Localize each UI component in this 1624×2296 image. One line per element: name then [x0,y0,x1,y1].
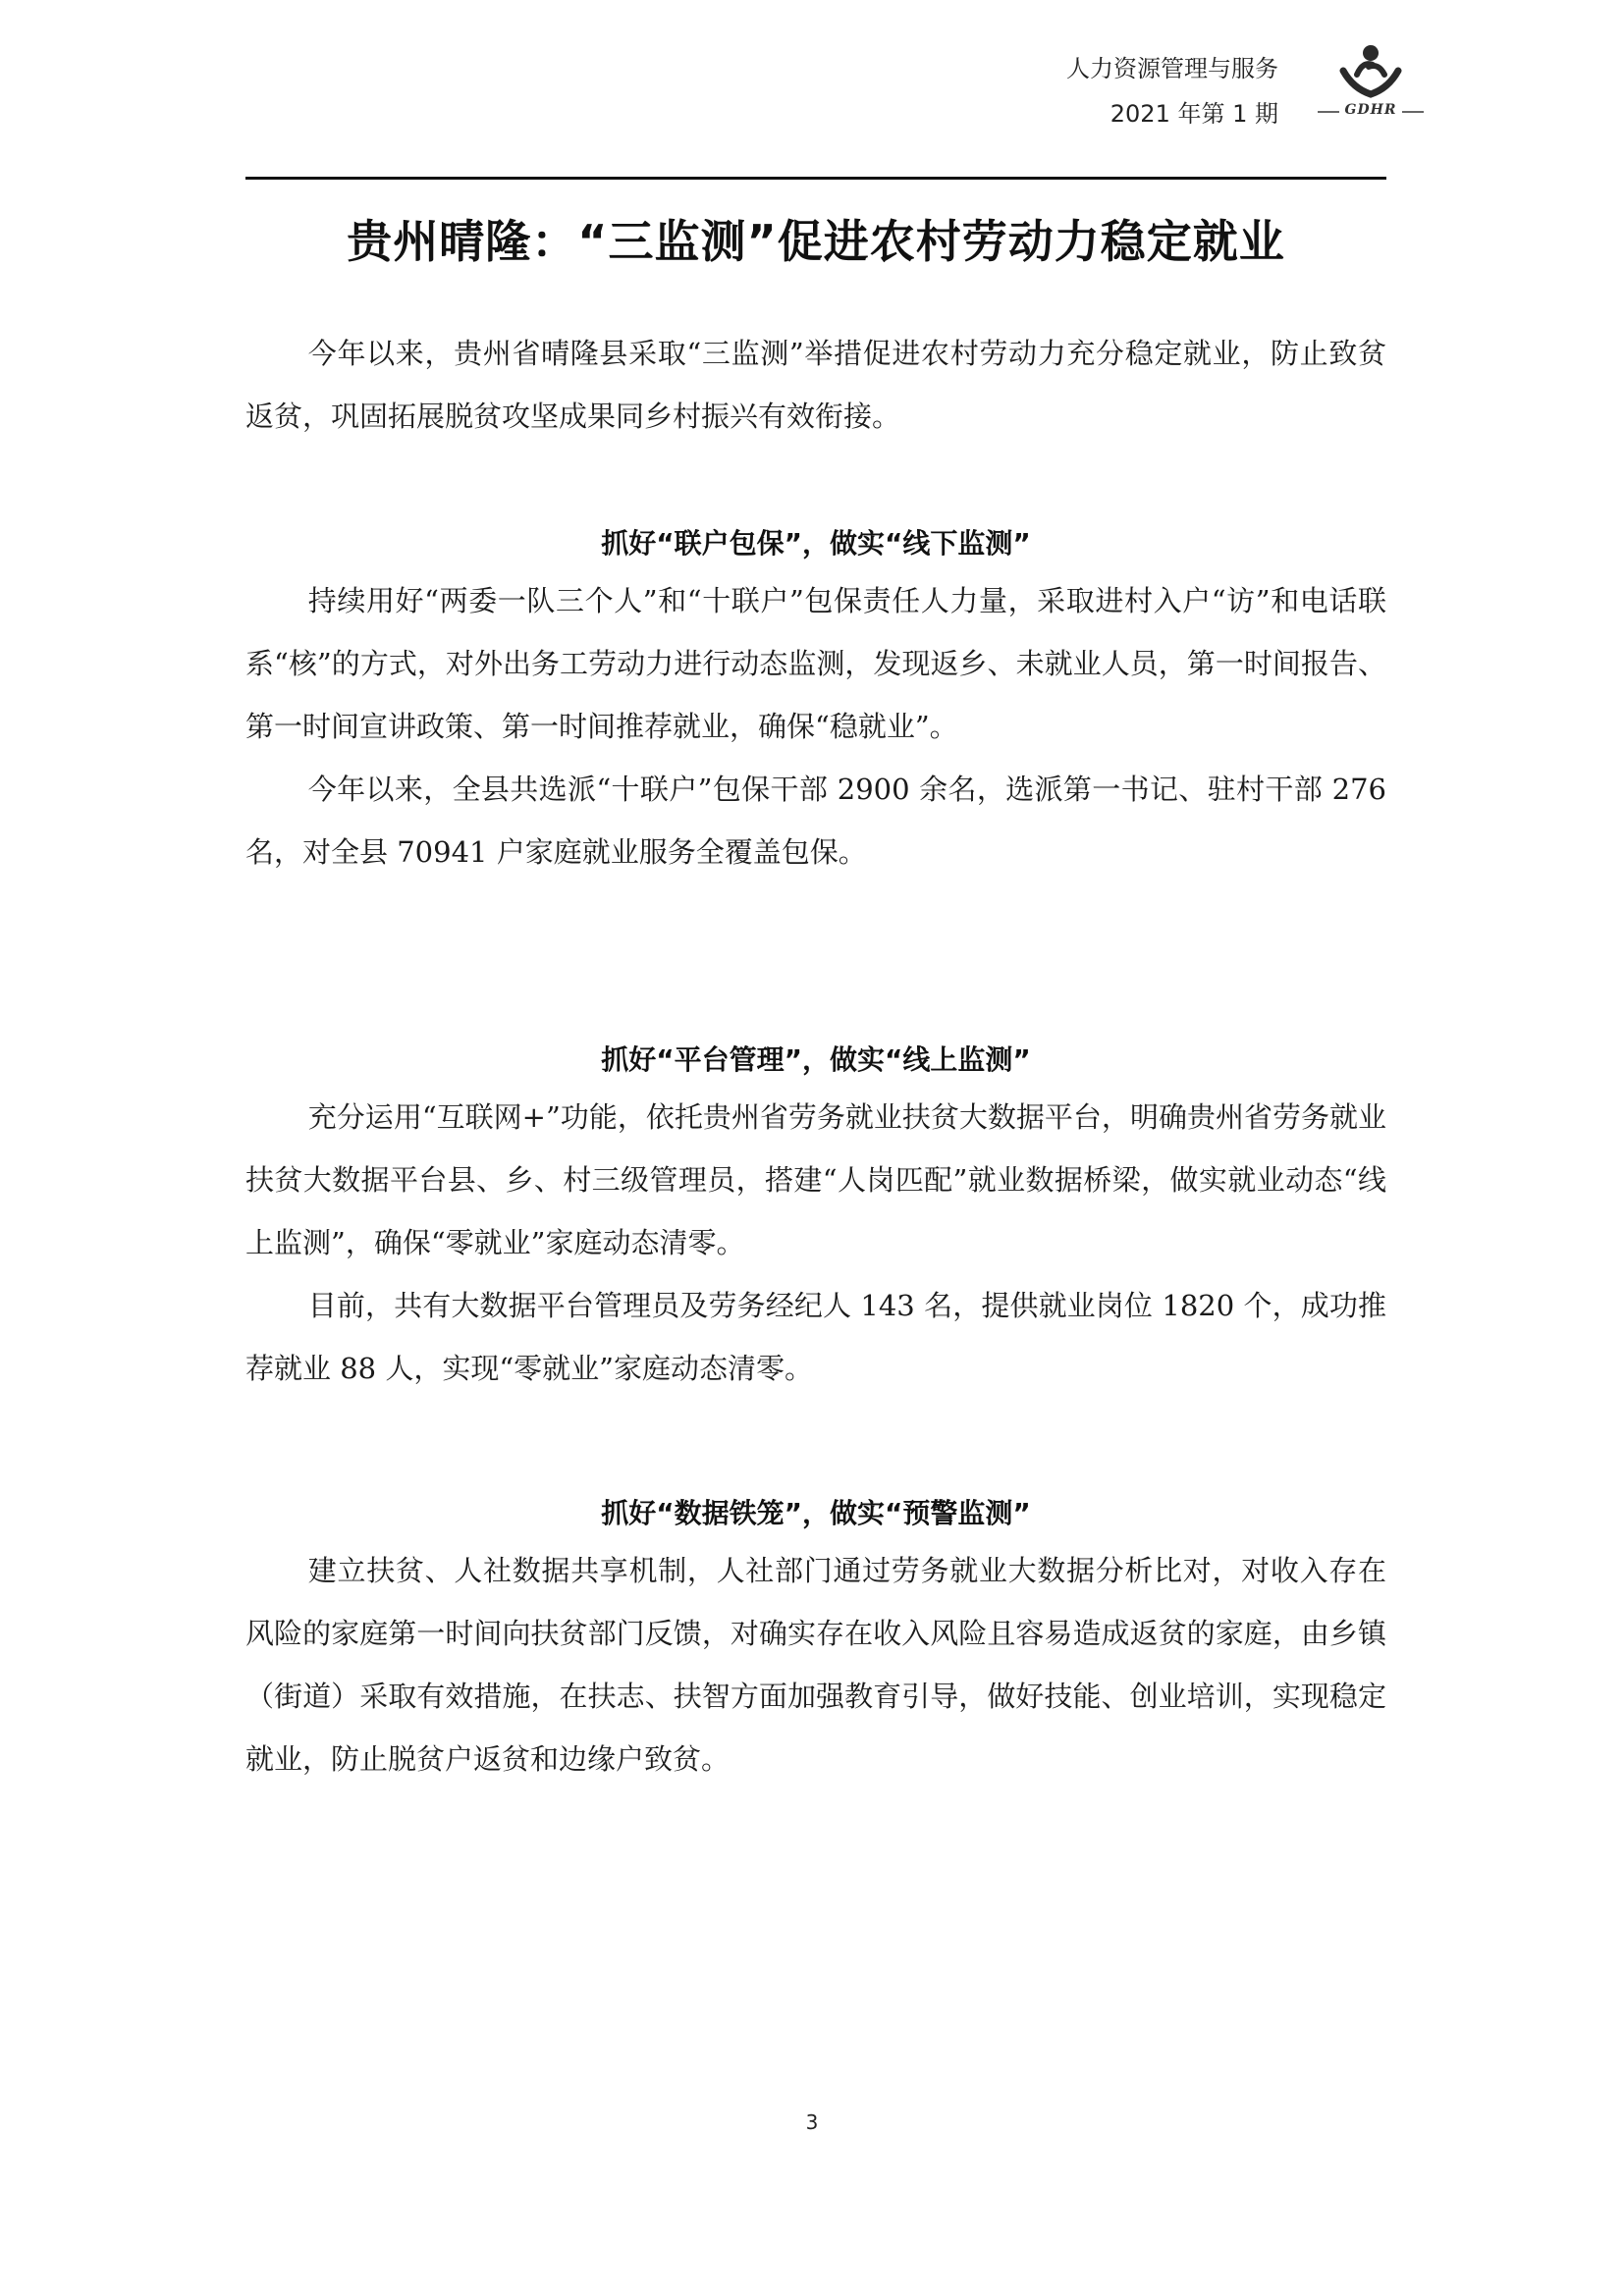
section-heading: 抓好“平台管理”，做实“线上监测” [601,1043,1031,1076]
publication-issue: 2021 年第 1 期 [1110,100,1278,128]
section-body [245,1539,1386,1790]
header-rule [245,177,1386,180]
paragraph: 充分运用“互联网+”功能，依托贵州省劳务就业扶贫大数据平台，明确贵州省劳务就业扶贫大数据平台县、乡、村三级管理员，搭建“人岗匹配”就业数据桥梁，做实就业动态“线上监测”，确保“零就业”家庭动态清零。 [245,1100,1386,1259]
paragraph: 今年以来，全县共选派“十联户”包保干部 2900 余名，选派第一书记、驻村干部 276 名，对全县 70941 户家庭就业服务全覆盖包保。 [245,773,1386,869]
article-title: 贵州晴隆：“三监测”促进农村劳动力稳定就业 [347,215,1285,268]
paragraph: 建立扶贫、人社数据共享机制，人社部门通过劳务就业大数据分析比对，对收入存在风险的家庭第一时间向扶贫部门反馈，对确实存在收入风险且容易造成返贫的家庭，由乡镇（街道）采取有效措施，在扶志、扶智方面加强教育引导，做好技能、创业培训，实现稳定就业，防止脱贫户返贫和边缘户致贫。 [245,1554,1386,1776]
paragraph: 目前，共有大数据平台管理员及劳务经纪人 143 名，提供就业岗位 1820 个，成功推荐就业 88 人，实现“零就业”家庭动态清零。 [245,1289,1386,1385]
intro-paragraph [245,322,1386,448]
section-heading: 抓好“联户包保”，做实“线下监测” [601,527,1031,560]
publication-title: 人力资源管理与服务 [1066,55,1278,82]
paragraph: 今年以来，贵州省晴隆县采取“三监测”举措促进农村劳动力充分稳定就业，防止致贫返贫，巩固拓展脱贫攻坚成果同乡村振兴有效衔接。 [245,337,1386,433]
section-body [245,1086,1386,1400]
section-body [245,569,1386,883]
section-heading: 抓好“数据铁笼”，做实“预警监测” [601,1497,1031,1529]
gdhr-logo-icon [1314,41,1428,132]
paragraph: 持续用好“两委一队三个人”和“十联户”包保责任人力量，采取进村入户“访”和电话联系“核”的方式，对外出务工劳动力进行动态监测，发现返乡、未就业人员，第一时间报告、第一时间宣讲政策、第一时间推荐就业，确保“稳就业”。 [245,584,1386,743]
page-header [0,0,1624,196]
page-number: 3 [805,2110,819,2134]
logo-text: GDHR [1344,102,1397,118]
